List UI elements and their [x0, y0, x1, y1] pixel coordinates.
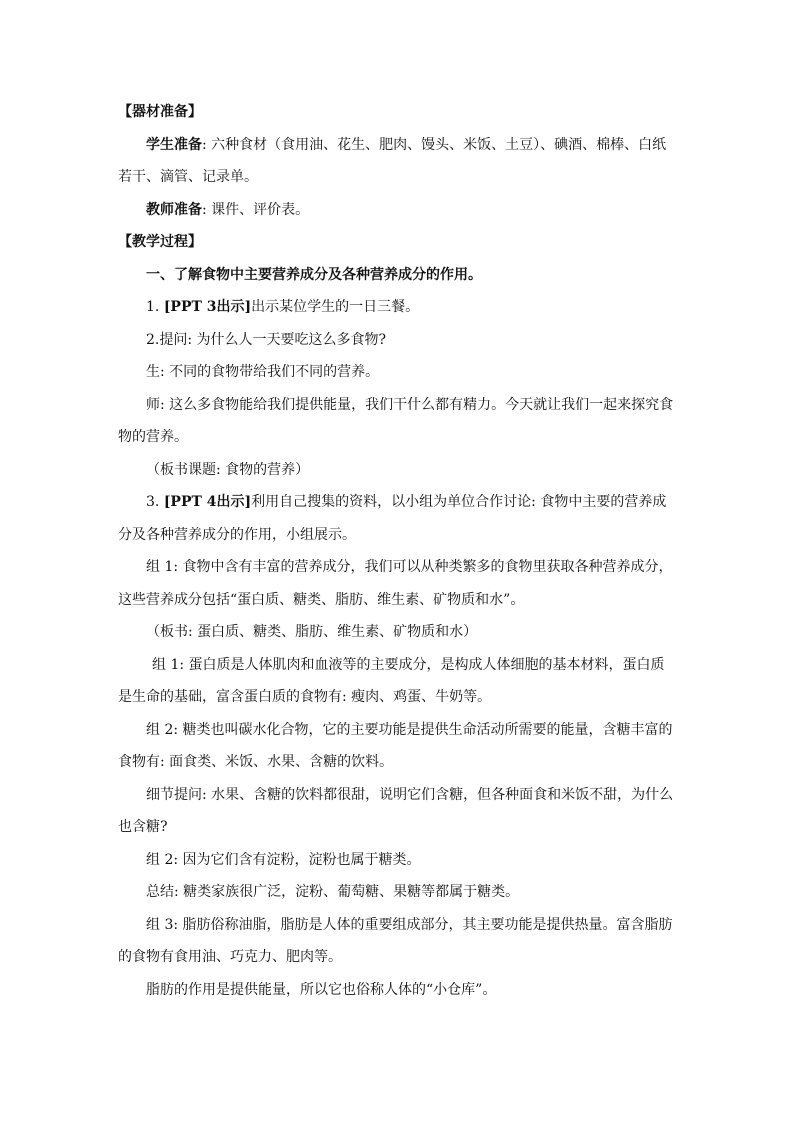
summary: 总结: 糖类家族很广泛，淀粉、葡萄糖、果糖等都属于糖类。	[146, 884, 520, 900]
step-3-text: 利用自己搜集的资料，以小组为单位合作讨论: 食物中主要的营养成分及各种营养成分的作用，小组展示。	[118, 494, 667, 543]
heading-process: 【教学过程】	[118, 234, 202, 250]
board-note-nutrients: （板书: 蛋白质、糖类、脂肪、维生素、矿物质和水）	[146, 624, 478, 640]
group-3-fat: 组 3: 脂肪俗称油脂，脂肪是人体的重要组成部分，其主要功能是提供热量。富含脂肪的食物有食用油、巧克力、肥肉等。	[118, 916, 673, 965]
fat-role: 脂肪的作用是提供能量，所以它也俗称人体的“小仓库”。	[146, 981, 497, 998]
step-2: 2.提问: 为什么人一天要吃这么多食物?	[146, 331, 387, 348]
group-1-protein: 组 1: 蛋白质是人体肌肉和血液等的主要成分，是构成人体细胞的基本材料，蛋白质是生命的基础，富含蛋白质的食物有: 瘦肉、鸡蛋、牛奶等。	[118, 656, 665, 705]
step-3-ppt-marker: [PPT 4出示]	[163, 494, 252, 510]
step-3-number: 3.	[146, 494, 164, 510]
step-1-text: 出示某位学生的一日三餐。	[251, 299, 420, 315]
teacher-preparation-label: 教师准备	[146, 201, 202, 218]
document-body	[118, 96, 678, 1006]
board-note-title: （板书课题: 食物的营养）	[146, 461, 310, 478]
detail-question: 细节提问: 水果、含糖的饮料都很甜，说明它们含糖，但各种面食和米饭不甜，为什么也含糖?	[118, 786, 674, 835]
teacher-preparation-text: : 课件、评价表。	[202, 201, 310, 218]
heading-materials: 【器材准备】	[118, 104, 202, 120]
student-preparation-label: 学生准备	[146, 136, 202, 153]
teacher-preparation	[118, 194, 678, 227]
group-1-intro: 组 1: 食物中含有丰富的营养成分，我们可以从种类繁多的食物里获取各种营养成分，这些营养成分包括“蛋白质、糖类、脂肪、维生素、矿物质和水”。	[118, 559, 673, 608]
step-1	[118, 291, 678, 324]
step-1-number: 1.	[146, 299, 164, 315]
step-1-ppt-marker: [PPT 3出示]	[163, 299, 252, 315]
part1-title: 一、了解食物中主要营养成分及各种营养成分的作用。	[146, 266, 482, 283]
group-2-sugar: 组 2: 糖类也叫碳水化合物，它的主要功能是提供生命活动所需要的能量，含糖丰富的食物有: 面食类、米饭、水果、含糖的饮料。	[118, 721, 673, 770]
student-answer: 生: 不同的食物带给我们不同的营养。	[146, 364, 380, 380]
student-preparation-text: : 六种食材（食用油、花生、肥肉、馒头、米饭、土豆）、碘酒、棉棒、白纸若干、滴管、记录单。	[118, 136, 667, 185]
teacher-speech: 师: 这么多食物能给我们提供能量，我们干什么都有精力。今天就让我们一起来探究食物的营养。	[118, 396, 674, 445]
student-preparation	[118, 129, 678, 194]
step-3	[118, 486, 678, 551]
group-2-answer: 组 2: 因为它们含有淀粉，淀粉也属于糖类。	[146, 851, 421, 868]
